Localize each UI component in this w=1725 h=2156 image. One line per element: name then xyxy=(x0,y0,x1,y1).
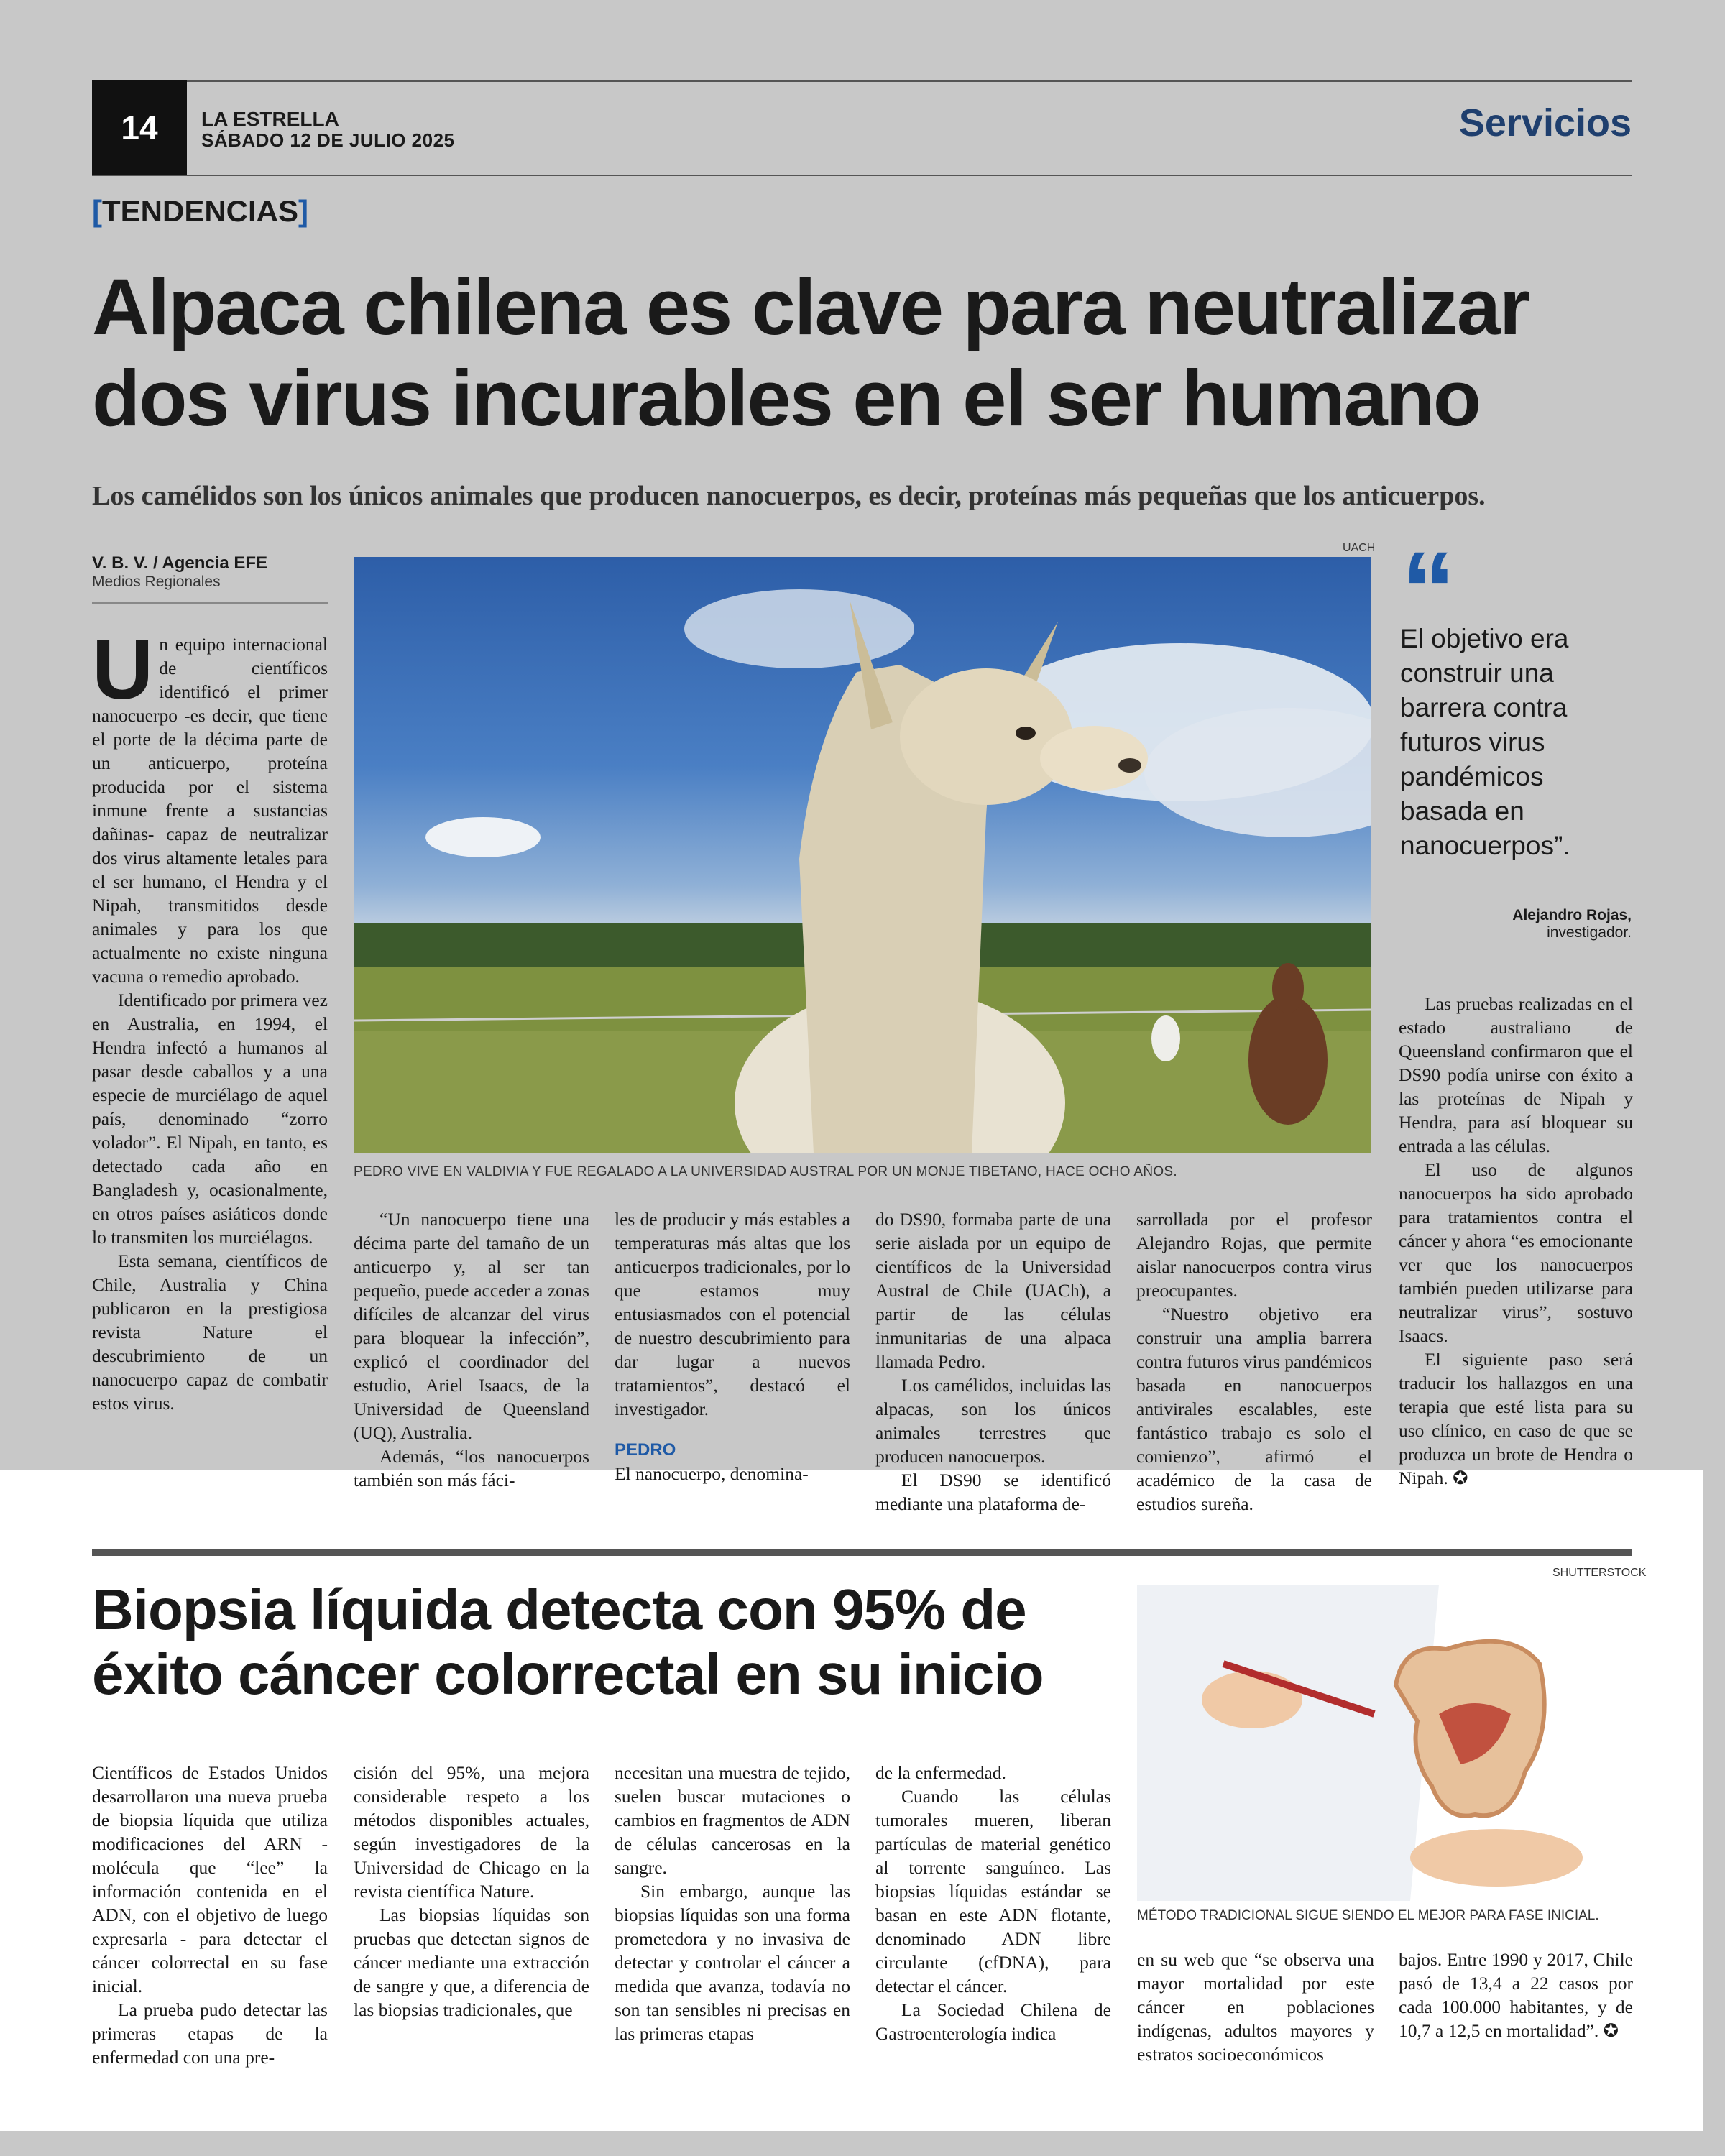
article2-column-4: de la enfermedad. Cuando las células tumorales mueren, liberan partículas de material genético al torrente sanguíneo. Las biopsias líquidas estándar se basan en este ADN flotante, denominado ADN libre circulante (cfDNA), para detectar el cáncer. La Sociedad Chilena de Gastroenterología indica xyxy=(875,1762,1111,2044)
article2-column-5: en su web que “se observa una mayor mortalidad por este cáncer en poblaciones indígenas, adultos mayores y estratos socioeconómicos xyxy=(1137,1949,1374,2065)
drop-cap: U xyxy=(92,622,154,717)
article1-column-1: Un equipo internacional de científicos identificó el primer nanocuerpo -es decir, que tiene el porte de la décima parte de un anticuerpo, proteína producida por el sistema inmune frente a sustancias dañinas- capaz de neutralizar dos virus altamente letales para el ser humano, el Hendra y el Nipah, transmitidos desde animales y para los que actualmente no existe ninguna vacuna o remedio aprobado. Identificado por primera vez en Australia, en 1994, el Hendra infectó a humanos al pasar desde caballos y a una especie de murciélago de aquel país, denominado “zorro volador”. El Nipah, en tanto, es detectado cada año en Bangladesh y, ocasionalmente, en otros países asiáticos donde lo transmiten los murciélagos. Esta semana, científicos de Chile, Australia y China publicaron en la prestigiosa revista Nature el descubrimiento de un nanocuerpo capaz de combatir estos virus. xyxy=(92,622,328,1414)
byline: V. B. V. / Agencia EFE xyxy=(92,553,268,573)
article2-column-3: necesitan una muestra de tejido, suelen buscar mutaciones o cambios en fragmentos de ADN de células cancerosas en la sangre. Sin embargo, aunque las biopsias líquidas son una forma prometedora y no invasiva de detectar y controlar el cáncer a medida que avanza, todavía no son tan sensibles ni precisas en las primeras etapas xyxy=(615,1762,850,2044)
article1-column-2: “Un nanocuerpo tiene una décima parte del tamaño de un anticuerpo y, al ser tan pequeño, puede acceder a zonas difíciles de alcanzar del virus para bloquear la infección”, explicó el coordinador del estudio, Ariel Isaacs, de la Universidad de Queensland (UQ), Australia. Además, “los nanocuerpos también son más fáci- xyxy=(354,1209,589,1491)
article2-headline: Biopsia líquida detecta con 95% de éxito cáncer colorrectal en su inicio xyxy=(92,1577,1044,1706)
alpaca-photo xyxy=(354,557,1371,1153)
subhead-pedro: PEDRO xyxy=(615,1440,676,1460)
article1-column-4: do DS90, formaba parte de una serie aislada por un equipo de científicos de la Universidad Austral de Chile (UACh), a partir de las células inmunitarias de una alpaca llamada Pedro. Los camélidos, incluidas las alpacas, son los únicos animales terrestres que producen nanocuerpos. El DS90 se identificó mediante una plataforma de- xyxy=(875,1209,1111,1514)
article2-top-rule xyxy=(92,1549,1632,1556)
byline-rule xyxy=(92,602,328,604)
article2-column-1: Científicos de Estados Unidos desarrollaron una nueva prueba de biopsia líquida que utiliza modificaciones del ARN -molécula que “lee” la información contenida en el ADN, con el objetivo de luego expresarla - para detectar el cáncer colorrectal en su fase inicial. La prueba pudo detectar las primeras etapas de la enfermedad con una pre- xyxy=(92,1762,328,2068)
article2-photo-credit: SHUTTERSTOCK xyxy=(1552,1567,1647,1579)
quote-author: Alejandro Rojas, investigador. xyxy=(1512,907,1632,941)
photo-credit: UACH xyxy=(1343,542,1376,554)
article1-column-3: les de producir y más estables a temperaturas más altas que los anticuerpos tradicionales, por lo que estamos muy entusiasmados con el potencial de nuestro descubrimiento para dar lugar a nuevos tratamientos”, destacó el investigador. PEDRO El nanocuerpo, denomina- xyxy=(615,1209,850,1484)
section-title: Servicios xyxy=(1458,101,1632,144)
paper-name: LA ESTRELLA xyxy=(201,108,339,130)
headline: Alpaca chilena es clave para neutralizar dos virus incurables en el ser humano xyxy=(92,263,1529,443)
colon-model-photo xyxy=(1137,1585,1633,1901)
article1-column-5: sarrollada por el profesor Alejandro Rojas, que permite aislar nanocuerpos contra virus preocupantes. “Nuestro objetivo era construir una amplia barrera contra futuros virus pandémicos basada en nanocuerpos antivirales escalables, este fantástico trabajo es solo el comienzo”, afirmó el académico de la casa de estudios sureña. xyxy=(1136,1209,1372,1514)
pull-quote: El objetivo era construir una barrera contra futuros virus pandémicos basada en nanocuerpos”. xyxy=(1400,624,1570,860)
byline-sub: Medios Regionales xyxy=(92,573,221,590)
deck: Los camélidos son los únicos animales que producen nanocuerpos, es decir, proteínas más pequeñas que los anticuerpos. xyxy=(92,481,1486,511)
header-bottom-rule xyxy=(92,175,1632,176)
quote-mark: “ xyxy=(1402,529,1455,650)
article1-column-6: Las pruebas realizadas en el estado australiano de Queensland confirmaron que el DS90 podía unirse con éxito a las proteínas de Nipah y Hendra, para así bloquear su entrada a las células. El uso de algunos nanocuerpos ha sido aprobado para tratamientos contra el cáncer y ahora “es emocionante ver que los nanocuerpos también pueden utilizarse para neutralizar virus”, sostuvo Isaacs. El siguiente paso será traducir los hallazgos en una terapia que esté lista para su uso clínico, en caso de que se produzca un brote de Hendra o Nipah. ✪ xyxy=(1399,993,1633,1488)
article2-column-2: cisión del 95%, una mejora considerable respeto a los métodos disponibles actuales, según investigadores de la Universidad de Chicago en la revista científica Nature. Las biopsias líquidas son pruebas que detectan signos de cáncer mediante una extracción de sangre y que, a diferencia de las biopsias tradicionales, que xyxy=(354,1762,589,2020)
header-top-rule xyxy=(92,80,1632,82)
paper-date: SÁBADO 12 DE JULIO 2025 xyxy=(201,129,455,151)
kicker: [TENDENCIAS] xyxy=(92,194,309,228)
article2-column-6: bajos. Entre 1990 y 2017, Chile pasó de 13,4 a 22 casos por cada 100.000 habitantes, y de 10,7 a 12,5 en mortalidad”. ✪ xyxy=(1399,1949,1633,2041)
page-number: 14 xyxy=(92,80,187,175)
article2-photo-caption: MÉTODO TRADICIONAL SIGUE SIENDO EL MEJOR PARA FASE INICIAL. xyxy=(1137,1908,1599,1923)
photo-caption: PEDRO VIVE EN VALDIVIA Y FUE REGALADO A LA UNIVERSIDAD AUSTRAL POR UN MONJE TIBETANO, HACE OCHO AÑOS. xyxy=(354,1164,1177,1179)
